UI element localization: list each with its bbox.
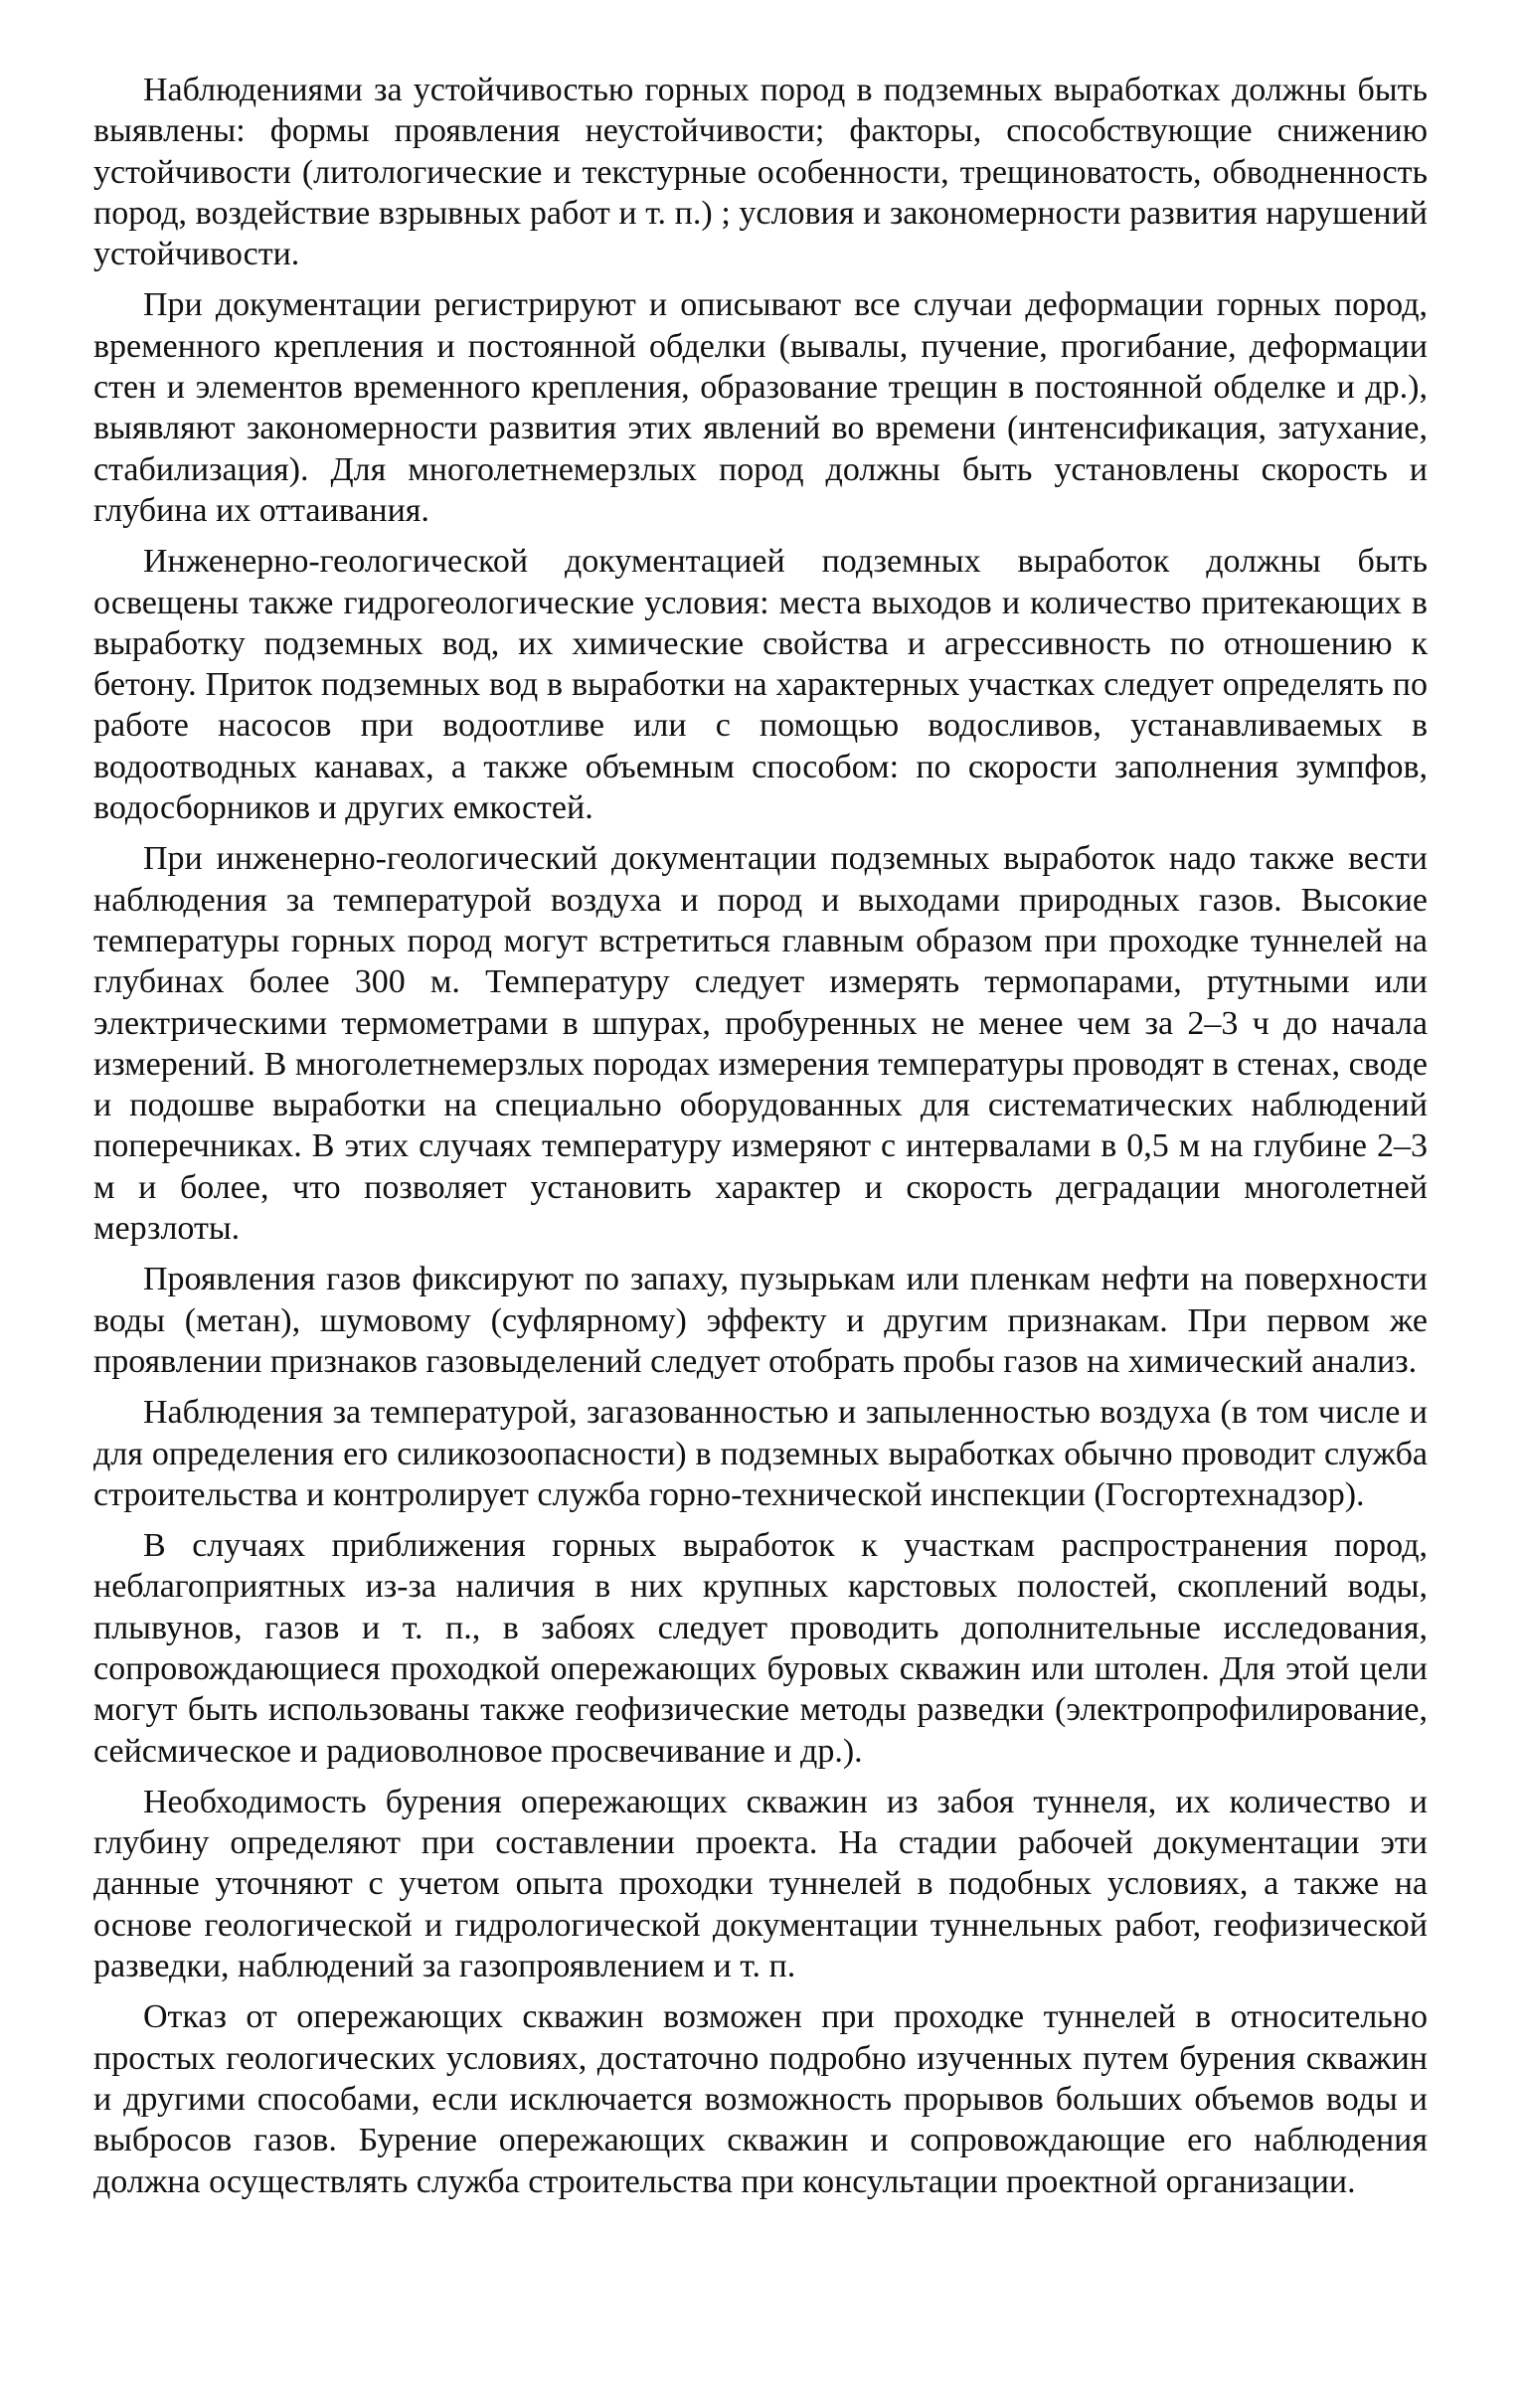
paragraph-deformation-registration: При документации регистрируют и описывают все случаи деформации горных пород, временного крепления и постоянной обделки (вывалы, пучение, прогибание, деформации стен и элементов временного крепления, образование трещин в постоянной обделке и др.), выявляют закономерности развития этих явлений во времени (интенсификация, затухание, стабилизация). Для многолетнемерзлых пород должны быть установлены скорость и глубина их оттаивания. — [93, 286, 1428, 529]
paragraph-air-monitoring: Наблюдения за температурой, загазованностью и запыленностью воздуха (в том числе и для определения его силикозоопасности) в подземных выработках обычно проводит служба строительства и контролирует служба горно-технической инспекции (Госгортехнадзор). — [93, 1394, 1428, 1513]
paragraph-gas-detection: Проявления газов фиксируют по запаху, пузырькам или пленкам нефти на поверхности воды (метан), шумовому (суфлярному) эффекту и другим признакам. При первом же проявлении признаков газовыделений следует отобрать пробы газов на химический анализ. — [93, 1261, 1428, 1380]
paragraph-stability-observations: Наблюдениями за устойчивостью горных пород в подземных выработках должны быть выявлены: формы проявления неустойчивости; факторы, способствующие снижению устойчивости (литологические и текстурные особенности, трещиноватость, обводненность пород, воздействие взрывных работ и т. п.) ; условия и закономерности развития нарушений устойчивости. — [93, 72, 1428, 273]
paragraph-additional-research: В случаях приближения горных выработок к участкам распространения пород, неблагоприятных из-за наличия в них крупных карстовых полостей, скоплений воды, плывунов, газов и т. п., в забоях следует проводить дополнительные исследования, сопровождающиеся проходкой опережающих буровых скважин или штолен. Для этой цели могут быть использованы также геофизические методы разведки (электропрофилирование, сейсмическое и радиоволновое просвечивание и др.). — [93, 1527, 1428, 1770]
paragraph-temperature: При инженерно-геологический документации подземных выработок надо также вести наблюдения за температурой воздуха и пород и выходами природных газов. Высокие температуры горных пород могут встретиться главным образом при проходке туннелей на глубинах более 300 м. Температуру следует измерять термопарами, ртутными или электрическими термометрами в шпурах, пробуренных не менее чем за 2–3 ч до начала измерений. В многолетнемерзлых породах измерения температуры проводят в стенах, своде и подошве выработки на специально оборудованных для систематических наблюдений поперечниках. В этих случаях температуру измеряют с интервалами в 0,5 м на глубине 2–3 м и более, что позволяет установить характер и скорость деградации многолетней мерзлоты. — [93, 840, 1428, 1248]
document-page — [93, 70, 1428, 2212]
paragraph-hydrogeology: Инженерно-геологической документацией подземных выработок должны быть освещены также гидрогеологические условия: места выходов и количество притекающих в выработку подземных вод, их химические свойства и агрессивность по отношению к бетону. Приток подземных вод в выработки на характерных участках следует определять по работе насосов при водоотливе или с помощью водосливов, устанавливаемых в водоотводных канавах, а также объемным способом: по скорости заполнения зумпфов, водосборников и других емкостей. — [93, 543, 1428, 827]
paragraph-drilling-waiver: Отказ от опережающих скважин возможен при проходке туннелей в относительно простых геологических условиях, достаточно подробно изученных путем бурения скважин и другими способами, если исключается возможность прорывов больших объемов воды и выбросов газов. Бурение опережающих скважин и сопровождающие его наблюдения должна осуществлять служба строительства при консультации проектной организации. — [93, 1998, 1428, 2200]
paragraph-advance-drilling: Необходимость бурения опережающих скважин из забоя туннеля, их количество и глубину определяют при составлении проекта. На стадии рабочей документации эти данные уточняют с учетом опыта проходки туннелей в подобных условиях, а также на основе геологической и гидрологической документации туннельных работ, геофизической разведки, наблюдений за газопроявлением и т. п. — [93, 1783, 1428, 1985]
